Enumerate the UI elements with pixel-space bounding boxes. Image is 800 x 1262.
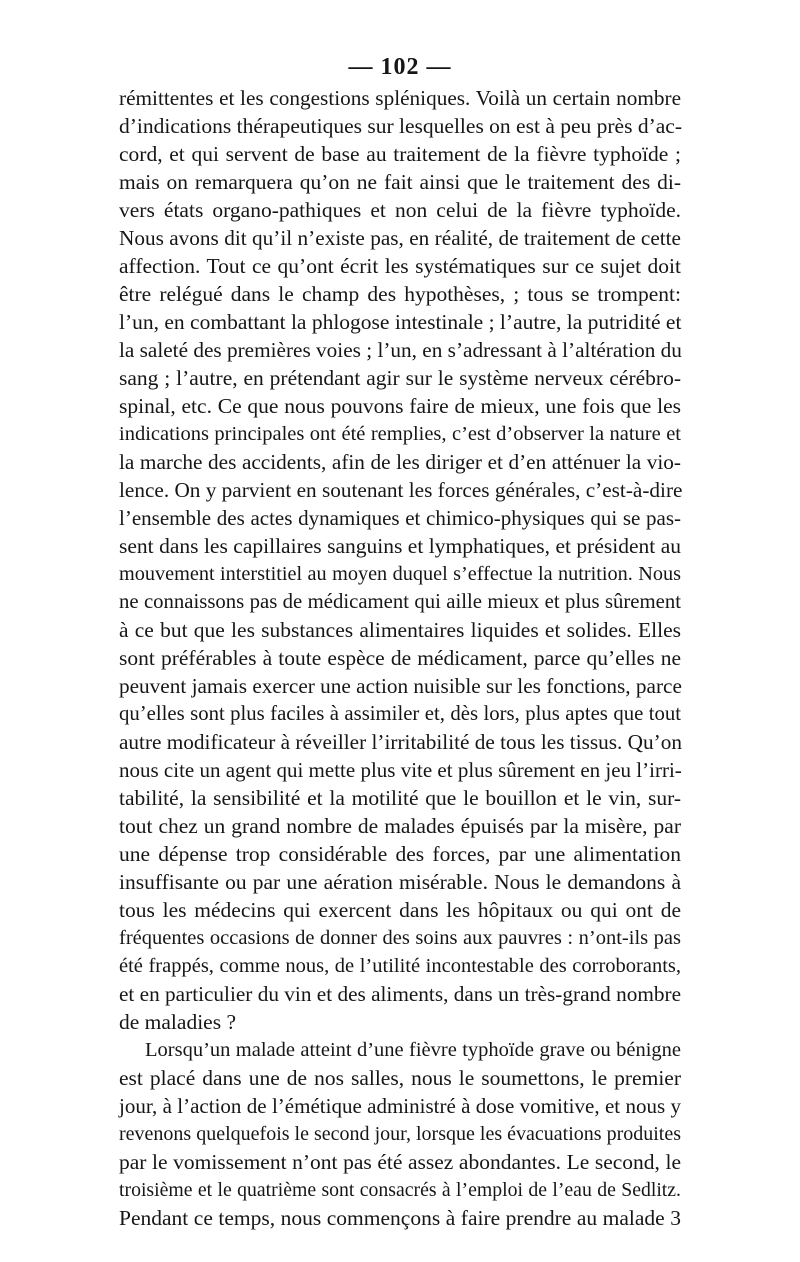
paragraph-1 <box>119 84 681 1036</box>
text-line: mais on remarquera qu’on ne fait ainsi que le traitement des di- <box>119 170 681 194</box>
text-line: à ce but que les substances alimentaires liquides et solides. Elles <box>119 618 681 642</box>
text-line: tout chez un grand nombre de malades épuisés par la misère, par <box>119 814 681 838</box>
text-line: l’un, en combattant la phlogose intestinale ; l’autre, la putridité et <box>119 310 682 334</box>
text-line: par le vomissement n’ont pas été assez abondantes. Le second, le <box>119 1150 681 1174</box>
text-line: fréquentes occasions de donner des soins aux pauvres : n’ont-ils pas <box>119 927 681 949</box>
text-line: tous les médecins qui exercent dans les hôpitaux ou qui ont de <box>119 898 681 922</box>
text-line: la saleté des premières voies ; l’un, en s’adressant à l’altération du <box>119 338 682 362</box>
text-line: sent dans les capillaires sanguins et lymphatiques, et président au <box>119 534 681 558</box>
text-line: la marche des accidents, afin de les diriger et d’en atténuer la vio- <box>119 450 681 474</box>
text-line: jour, à l’action de l’émétique administré à dose vomitive, et nous y <box>119 1094 681 1118</box>
paragraph-2 <box>119 1036 681 1232</box>
text-line: nous cite un agent qui mette plus vite et plus sûrement en jeu l’irri- <box>119 758 682 782</box>
text-line: ne connaissons pas de médicament qui aille mieux et plus sûrement <box>119 591 681 613</box>
text-line: qu’elles sont plus faciles à assimiler et, dès lors, plus aptes que tout <box>119 703 681 725</box>
text-line: de maladies ? <box>119 1010 237 1034</box>
text-line: indications principales ont été remplies, c’est d’observer la nature et <box>119 423 681 445</box>
text-line: être relégué dans le champ des hypothèses, ; tous se trompent: <box>119 282 681 306</box>
text-line: insuffisante ou par une aération misérable. Nous le demandons à <box>119 870 681 894</box>
page-number: — 102 — <box>348 54 452 80</box>
text-line: est placé dans une de nos salles, nous le soumettons, le premier <box>119 1066 681 1090</box>
text-line: sang ; l’autre, en prétendant agir sur le système nerveux cérébro- <box>119 366 681 390</box>
text-line: peuvent jamais exercer une action nuisible sur les fonctions, parce <box>119 674 682 698</box>
text-line: l’ensemble des actes dynamiques et chimico-physiques qui se pas- <box>119 506 681 530</box>
text-line: revenons quelquefois le second jour, lorsque les évacuations produites <box>119 1123 681 1145</box>
text-line: Pendant ce temps, nous commençons à faire prendre au malade 3 <box>119 1206 681 1230</box>
text-line: cord, et qui servent de base au traitement de la fièvre typhoïde ; <box>119 142 681 166</box>
text-line: Nous avons dit qu’il n’existe pas, en réalité, de traitement de cette <box>119 226 681 250</box>
text-line: Lorsqu’un malade atteint d’une fièvre typhoïde grave ou bénigne <box>145 1039 681 1061</box>
text-line: tabilité, la sensibilité et la motilité que le bouillon et le vin, sur- <box>119 786 681 810</box>
text-line: mouvement interstitiel au moyen duquel s’effectue la nutrition. Nous <box>119 563 681 585</box>
text-line: troisième et le quatrième sont consacrés à l’emploi de l’eau de Sedlitz. <box>119 1179 681 1201</box>
text-line: été frappés, comme nous, de l’utilité incontestable des corroborants, <box>119 955 681 977</box>
text-line: vers états organo-pathiques et non celui de la fièvre typhoïde. <box>119 198 681 222</box>
text-line: sont préférables à toute espèce de médicament, parce qu’elles ne <box>119 646 681 670</box>
text-line: et en particulier du vin et des aliments, dans un très-grand nombre <box>119 982 681 1006</box>
text-line: lence. On y parvient en soutenant les forces générales, c’est-à-dire <box>119 478 683 502</box>
text-line: d’indications thérapeutiques sur lesquelles on est à peu près d’ac- <box>119 114 682 138</box>
text-line: affection. Tout ce qu’ont écrit les systématiques sur ce sujet doit <box>119 254 681 278</box>
text-line: rémittentes et les congestions spléniques. Voilà un certain nombre <box>119 86 681 110</box>
text-line: spinal, etc. Ce que nous pouvons faire de mieux, une fois que les <box>119 394 681 418</box>
page-text <box>119 84 681 1232</box>
text-line: une dépense trop considérable des forces, par une alimentation <box>119 842 681 866</box>
text-line: autre modificateur à réveiller l’irritabilité de tous les tissus. Qu’on <box>119 730 682 754</box>
